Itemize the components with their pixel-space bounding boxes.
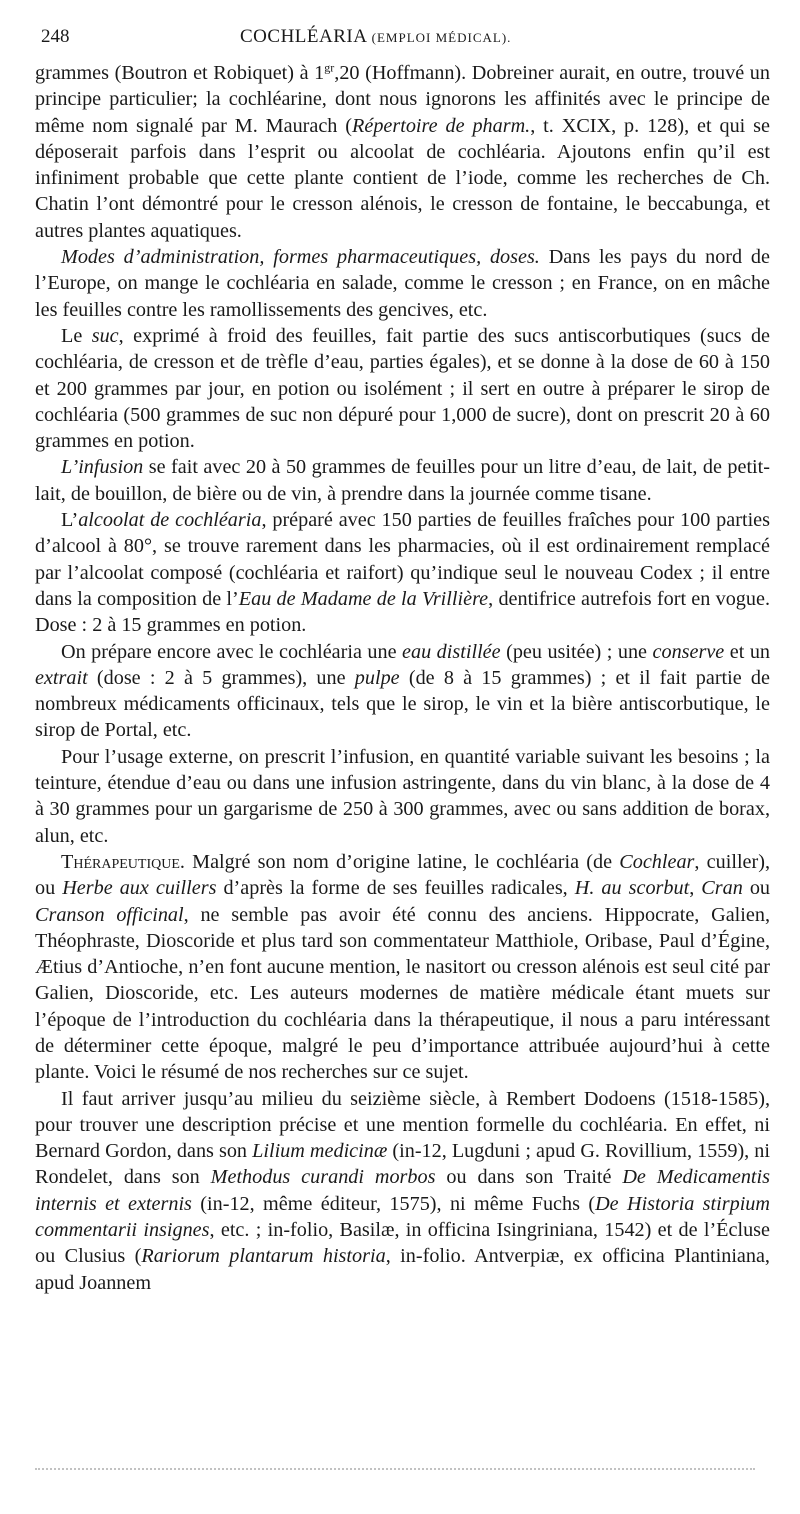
italic-text: eau distillée — [402, 640, 501, 663]
paragraph — [35, 1086, 770, 1296]
italic-text: suc — [91, 324, 119, 347]
text-span: , dentifrice autrefois fort en vogue. Dose : 2 à 15 grammes en potion. — [35, 587, 770, 637]
italic-text: Cranson officinal — [35, 903, 184, 926]
running-title — [240, 26, 511, 48]
italic-text: Lilium medicinæ — [252, 1140, 388, 1163]
italic-text: Eau de Madame de la Vrillière — [238, 587, 489, 610]
text-span: , — [689, 877, 702, 900]
text-span: , exprimé à froid des feuilles, fait partie des sucs antiscorbutiques (sucs de cochléaria, de cresson et de trèfle d’eau, parties égales), et se donne à la dose de 60 à 150 et 200 grammes par jour, en potion ou isolément ; il sert en outre à préparer le sirop de cochléaria (500 grammes de suc non dépuré pour 1,000 de sucre), dont on prescrit 20 à 60 grammes en potion. — [35, 324, 771, 453]
text-span: L’ — [61, 509, 79, 532]
text-span: Il faut arriver jusqu’au milieu du seizième siècle, à Rembert Dodoens (1518-1585), pour trouver une description précise et une mention formelle du cochléaria. En effet, ni Bernard Gordon, dans son — [35, 1087, 770, 1163]
text-span: ou dans son Traité — [435, 1166, 623, 1189]
text-span: ou — [742, 877, 771, 900]
section-heading: Thérapeutique. — [61, 850, 185, 873]
italic-text: conserve — [652, 640, 725, 663]
text-span: d’après la forme de ses feuilles radicales, — [216, 877, 575, 900]
text-span: et un — [724, 640, 771, 663]
text-span: On prépare encore avec le cochléaria une — [61, 640, 403, 663]
text-span: gr — [324, 60, 335, 75]
text-span: (in-12, même éditeur, 1575), ni même Fuchs ( — [191, 1192, 596, 1215]
italic-text: Herbe aux cuillers — [62, 877, 217, 900]
paragraph — [35, 849, 770, 1086]
italic-text: Modes d’administration, formes pharmaceutiques, doses. — [61, 246, 540, 269]
paragraph — [35, 507, 770, 638]
page — [35, 20, 770, 1296]
italic-text: Methodus curandi morbos — [210, 1166, 436, 1189]
text-span: , ne semble pas avoir été connu des anciens. Hippocrate, Galien, Théophraste, Dioscoride et plus tard son commentateur Matthiole, Oribase, Paul d’Égine, Ætius d’Antioche, n’en font aucune mention, le nasitort ou cresson alénois est seul cité par Galien, Dioscoride, etc. Les auteurs modernes de matière médicale étant muets sur l’époque de l’introduction du cochléaria dans la thérapeutique, il nous a paru intéressant de déterminer cette époque, malgré le peu d’importance attribuée aujourd’hui à cette plante. Voici le résumé de nos recherches sur ce sujet. — [35, 903, 770, 1084]
italic-text: Répertoire de pharm. — [352, 114, 531, 137]
italic-text: alcoolat de cochléaria — [78, 509, 262, 532]
text-span: Malgré son nom d’origine latine, le cochléaria (de — [184, 850, 620, 873]
italic-text: Rariorum plantarum historia — [141, 1245, 386, 1268]
paragraph — [35, 454, 770, 507]
text-span: , etc. ; in-folio, Basilæ, in officina Isingriniana, 1542) et de l’Écluse ou Clusius ( — [35, 1219, 770, 1268]
text-span: se fait avec 20 à 50 grammes de feuilles pour un litre d’eau, de lait, de petit-lait, de bouillon, de bière ou de vin, à prendre dans la journée comme tisane. — [35, 456, 770, 505]
italic-text: De Medicamentis internis et externis — [35, 1166, 770, 1215]
body-text — [35, 60, 770, 1296]
italic-text: H. au scorbut — [574, 877, 690, 900]
text-span: , cuiller), ou — [35, 850, 770, 900]
text-span: , préparé avec 150 parties de feuilles fraîches pour 100 parties d’alcool à 80°, se trouve rarement dans les pharmacies, où il est ordinairement remplacé par l’alcoolat composé (cochléaria et raifort) qu’indique seul le nouveau Codex ; il entre dans la composition de l’ — [35, 509, 770, 610]
running-title-main: COCHLÉARIA — [240, 26, 367, 47]
text-span: Pour l’usage externe, on prescrit l’infusion, en quantité variable suivant les besoins ; la teinture, étendue d’eau ou dans une infusion astringente, dans du vin blanc, à la dose de 4 à 30 grammes pour un gargarisme de 250 à 300 grammes, avec ou sans addition de borax, alun, etc. — [35, 745, 770, 847]
footer-rule — [35, 1468, 755, 1470]
text-span: (peu usitée) ; une — [500, 640, 653, 663]
paragraph — [35, 60, 770, 244]
italic-text: De Historia stirpium commentarii insignes — [35, 1192, 770, 1242]
running-header — [35, 20, 770, 60]
text-span: (in-12, Lugduni ; apud G. Rovillium, 1559), ni Rondelet, dans son — [35, 1140, 771, 1189]
italic-text: extrait — [35, 666, 88, 689]
text-span: , t. XCIX, p. 128), et qui se déposerait parfois dans l’esprit ou alcoolat de cochléaria. Ajoutons enfin qu’il est infiniment probable que cette plante contient de l’iode, comme les recherches de Ch. Chatin l’ont démontré pour le cresson alénois, le cresson de fontaine, le beccabunga, et autres plantes aquatiques. — [35, 114, 770, 242]
text-span: ,20 (Hoffmann). Dobreiner aurait, en outre, trouvé un principe particulier; la cochléarine, dont nous ignorons les affinités avec le principe de même nom signalé par M. Maurach ( — [35, 62, 770, 137]
text-span: (de 8 à 15 grammes) ; et il fait partie de nombreux médicaments officinaux, tels que le sirop, le vin et la bière antiscorbutique, le sirop de Portal, etc. — [35, 666, 770, 742]
running-title-subtitle: (EMPLOI MÉDICAL). — [371, 30, 512, 45]
paragraph — [35, 639, 770, 744]
text-span: grammes (Boutron et Robiquet) à 1 — [35, 62, 325, 84]
italic-text: L’infusion — [61, 456, 144, 479]
italic-text: Cochlear — [619, 850, 695, 873]
text-span: (dose : 2 à 5 grammes), une — [87, 666, 355, 689]
text-span: Le — [61, 324, 92, 347]
text-span: Dans les pays du nord de l’Europe, on mange le cochléaria en salade, comme le cresson ; en France, on en mâche les feuilles contre les ramollissements des gencives, etc. — [35, 246, 770, 321]
paragraph — [35, 744, 770, 849]
page-number: 248 — [41, 26, 70, 47]
paragraph — [35, 323, 770, 454]
italic-text: pulpe — [354, 666, 400, 689]
italic-text: Cran — [701, 877, 743, 900]
paragraph — [35, 244, 770, 323]
text-span: , in-folio. Antverpiæ, ex officina Plantiniana, apud Joannem — [35, 1245, 770, 1294]
